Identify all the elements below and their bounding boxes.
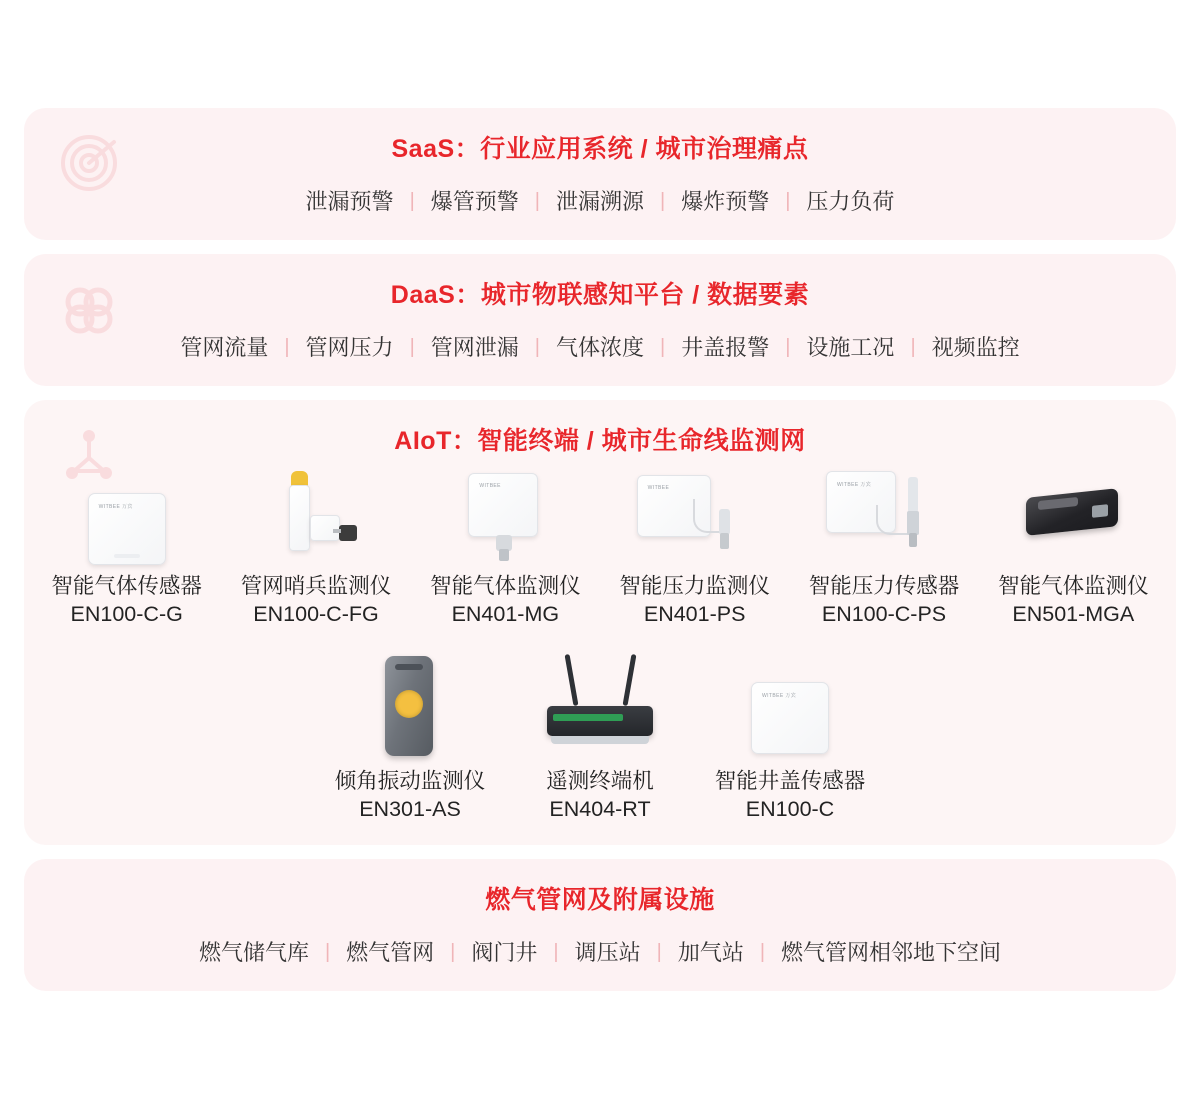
- item-separator: |: [785, 335, 791, 358]
- saas-item[interactable]: 爆管预警: [430, 189, 519, 214]
- device-card[interactable]: [315, 654, 505, 823]
- item-separator: |: [534, 335, 540, 358]
- layer-aiot: [24, 400, 1176, 845]
- sentinel-pole-icon: [222, 469, 409, 565]
- gas-network-item[interactable]: 阀门井: [471, 940, 538, 966]
- rtu-router-icon: [506, 654, 694, 760]
- layer-saas-items: [24, 171, 1176, 240]
- saas-item[interactable]: 泄漏预警: [305, 189, 394, 214]
- device-card[interactable]: [411, 469, 600, 628]
- daas-item[interactable]: 管网流量: [180, 335, 269, 360]
- layer-daas-items: [24, 317, 1176, 386]
- device-model: EN401-MG: [451, 601, 560, 626]
- aiot-device-grid: [24, 463, 1176, 845]
- device-model: EN100-C: [745, 796, 835, 821]
- saas-item[interactable]: 泄漏溯源: [555, 189, 644, 214]
- device-model: EN100-C-PS: [821, 601, 947, 626]
- layer-aiot-title: [24, 400, 1176, 463]
- aiot-device-row-2: [32, 654, 1168, 823]
- gas-sensor-box-icon: WITBEE 万宾: [33, 469, 220, 565]
- device-name: 智能压力监测仪: [619, 574, 770, 598]
- item-separator: |: [409, 335, 415, 358]
- layer-aiot-title-en: AIoT：: [394, 427, 478, 455]
- saas-item[interactable]: 压力负荷: [806, 189, 895, 214]
- gas-network-item[interactable]: 加气站: [677, 940, 744, 966]
- device-name: 遥测终端机: [546, 769, 654, 794]
- gas-network-item[interactable]: 燃气管网: [346, 940, 435, 966]
- item-separator: |: [785, 189, 791, 212]
- daas-item[interactable]: 管网压力: [305, 335, 394, 360]
- manhole-sensor-box-icon: WITBEE 万宾: [696, 654, 884, 760]
- gas-network-item[interactable]: 调压站: [574, 940, 641, 966]
- item-separator: |: [910, 335, 916, 358]
- aiot-device-row-1: [32, 469, 1168, 628]
- device-name: 智能井盖传感器: [714, 769, 866, 794]
- device-name: 倾角振动监测仪: [334, 769, 486, 794]
- tilt-vibration-device-icon: [316, 654, 504, 760]
- layer-gas-network-title: 燃气管网及附属设施: [485, 886, 715, 915]
- device-model: EN100-C-G: [70, 601, 183, 626]
- layer-saas: [24, 108, 1176, 240]
- device-card[interactable]: [789, 469, 978, 628]
- device-model: EN100-C-FG: [253, 601, 379, 626]
- pressure-monitor-box-icon: WITBEE: [601, 469, 788, 565]
- device-name: 管网哨兵监测仪: [240, 574, 392, 598]
- pressure-sensor-box-icon: WITBEE 万宾: [790, 469, 977, 565]
- layer-daas-title: [24, 254, 1176, 317]
- device-card[interactable]: [32, 469, 221, 628]
- item-separator: |: [450, 940, 456, 963]
- device-name: 智能气体传感器: [51, 574, 202, 598]
- daas-item[interactable]: 井盖报警: [681, 335, 770, 360]
- daas-item[interactable]: 设施工况: [806, 335, 895, 360]
- item-separator: |: [656, 940, 662, 963]
- device-model: EN501-MGA: [1012, 601, 1135, 626]
- layer-daas: [24, 254, 1176, 386]
- daas-item[interactable]: 视频监控: [931, 335, 1020, 360]
- device-name: 智能气体监测仪: [998, 574, 1149, 598]
- item-separator: |: [759, 940, 766, 963]
- item-separator: |: [409, 189, 415, 212]
- layer-saas-title: [24, 108, 1176, 171]
- layer-saas-title-cn: 行业应用系统 / 城市治理痛点: [480, 135, 809, 163]
- layer-gas-network-items: [24, 922, 1176, 991]
- daas-item[interactable]: 气体浓度: [555, 335, 644, 360]
- gas-network-item[interactable]: 燃气管网相邻地下空间: [781, 940, 1002, 966]
- device-model: EN401-PS: [643, 601, 746, 626]
- layer-aiot-title-cn: 智能终端 / 城市生命线监测网: [477, 427, 806, 455]
- dark-module-icon: [980, 469, 1167, 565]
- device-name: 智能压力传感器: [808, 574, 960, 598]
- device-card[interactable]: [505, 654, 695, 823]
- daas-item[interactable]: 管网泄漏: [430, 335, 519, 360]
- gas-monitor-box-icon: WITBEE: [412, 469, 599, 565]
- item-separator: |: [553, 940, 559, 963]
- gas-network-item[interactable]: 燃气储气库: [198, 940, 309, 966]
- device-card[interactable]: [221, 469, 410, 628]
- layer-daas-title-en: DaaS：: [390, 281, 481, 309]
- layer-gas-network: [24, 859, 1176, 991]
- layer-daas-title-cn: 城市物联感知平台 / 数据要素: [480, 281, 810, 309]
- item-separator: |: [660, 335, 666, 358]
- item-separator: |: [534, 189, 540, 212]
- saas-item[interactable]: 爆炸预警: [681, 189, 770, 214]
- device-card[interactable]: [600, 469, 789, 628]
- item-separator: |: [284, 335, 290, 358]
- item-separator: |: [660, 189, 666, 212]
- device-name: 智能气体监测仪: [430, 574, 581, 598]
- device-card[interactable]: [695, 654, 885, 823]
- item-separator: |: [324, 940, 331, 963]
- device-model: EN301-AS: [359, 796, 461, 821]
- layer-saas-title-en: SaaS：: [391, 135, 481, 163]
- device-model: EN404-RT: [549, 796, 651, 821]
- device-card[interactable]: [979, 469, 1168, 628]
